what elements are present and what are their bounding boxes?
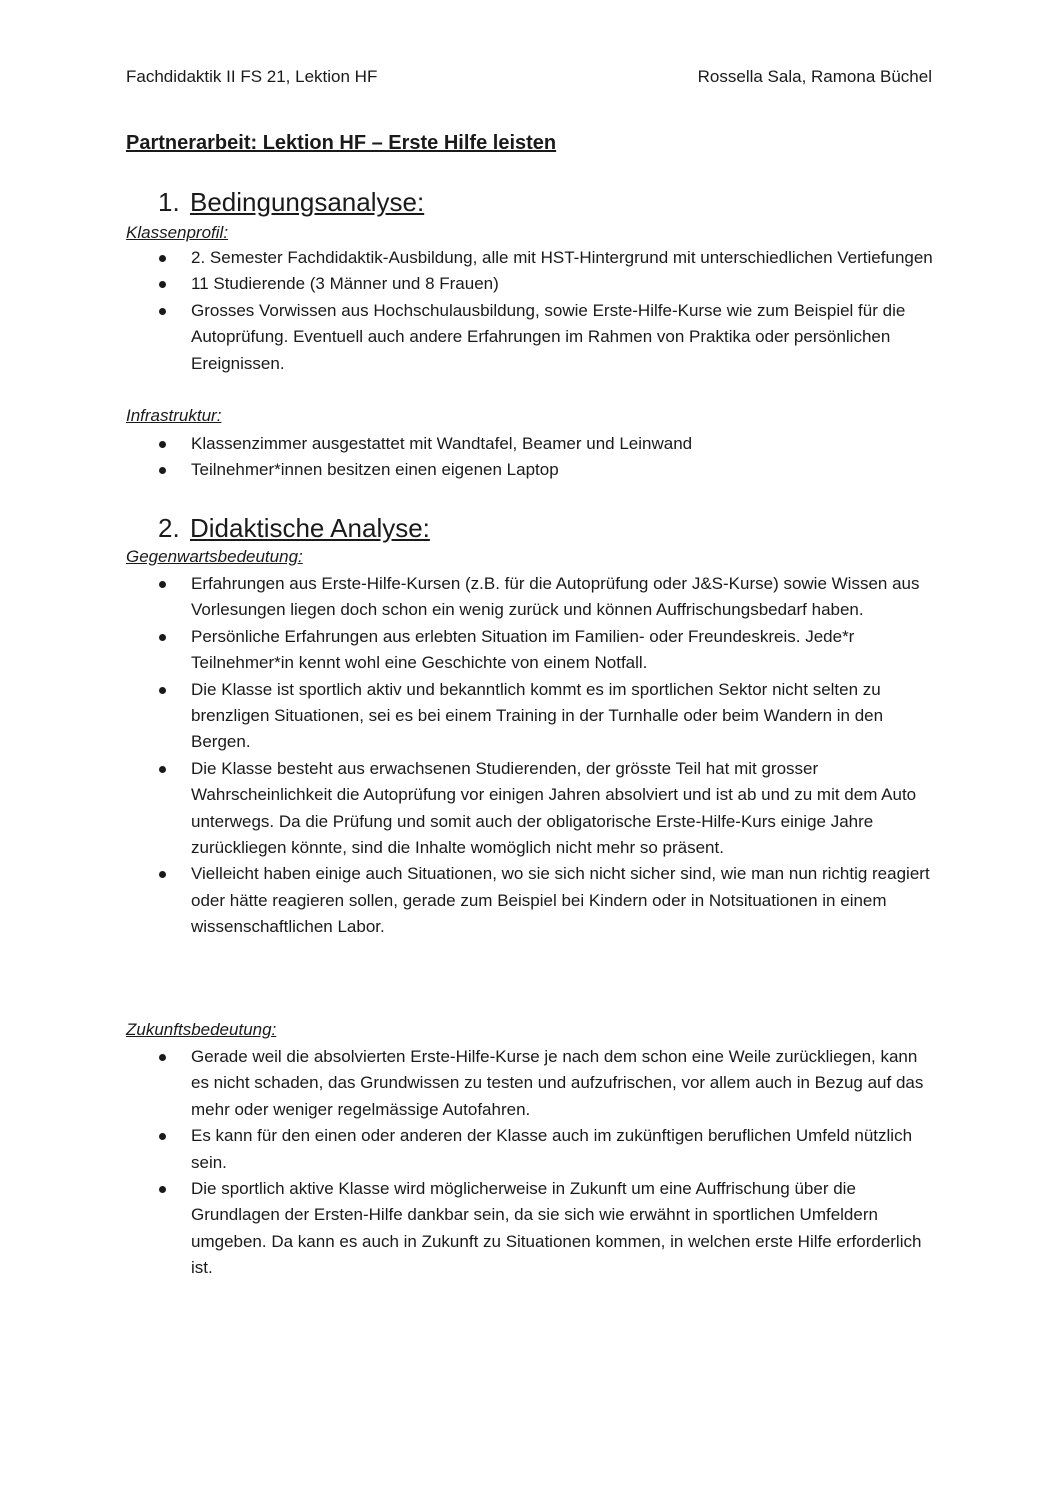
section-number: 2. — [158, 513, 180, 543]
header-course: Fachdidaktik II FS 21, Lektion HF — [126, 67, 378, 86]
list-item: Erfahrungen aus Erste-Hilfe-Kursen (z.B. für die Autoprüfung oder J&S-Kurse) sowie Wissen aus Vorlesungen liegen doch schon ein wenig zurück und können Auffrischungsbedarf haben. — [158, 571, 934, 624]
list-item: 2. Semester Fachdidaktik-Ausbildung, alle mit HST-Hintergrund mit unterschiedlichen Vertiefungen — [158, 245, 934, 271]
list-klassenprofil — [158, 245, 934, 377]
list-item: Grosses Vorwissen aus Hochschulausbildung, sowie Erste-Hilfe-Kurse wie zum Beispiel für die Autoprüfung. Eventuell auch andere Erfahrungen im Rahmen von Praktika oder persönlichen Ereignissen. — [158, 298, 934, 377]
section-heading-didaktische-analyse — [158, 512, 430, 544]
list-item: Klassenzimmer ausgestattet mit Wandtafel, Beamer und Leinwand — [158, 431, 934, 457]
list-item: Teilnehmer*innen besitzen einen eigenen Laptop — [158, 457, 934, 483]
header-authors: Rossella Sala, Ramona Büchel — [697, 67, 932, 86]
section-number: 1. — [158, 187, 180, 217]
subheading-gegenwartsbedeutung: Gegenwartsbedeutung: — [126, 547, 303, 566]
section-title: Didaktische Analyse: — [190, 513, 430, 543]
list-item: Die sportlich aktive Klasse wird möglicherweise in Zukunft um eine Auffrischung über die Grundlagen der Ersten-Hilfe dankbar sein, da sie sich wie erwähnt in sportlichen Umfeldern umgeben. Da kann es auch in Zukunft zu Situationen kommen, in welchen erste Hilfe erforderlich ist. — [158, 1176, 934, 1282]
page-header — [126, 66, 932, 88]
list-zukunftsbedeutung — [158, 1044, 934, 1282]
list-item: 11 Studierende (3 Männer und 8 Frauen) — [158, 271, 934, 297]
list-item: Vielleicht haben einige auch Situationen, wo sie sich nicht sicher sind, wie man nun richtig reagiert oder hätte reagieren sollen, gerade zum Beispiel bei Kindern oder in Notsituationen in einem wissenschaftlichen Labor. — [158, 861, 934, 940]
list-infrastruktur — [158, 431, 934, 484]
subheading-klassenprofil: Klassenprofil: — [126, 223, 229, 242]
list-item: Persönliche Erfahrungen aus erlebten Situation im Familien- oder Freundeskreis. Jede*r Teilnehmer*in kennt wohl eine Geschichte von einem Notfall. — [158, 624, 934, 677]
section-heading-bedingungsanalyse — [158, 186, 424, 218]
list-item: Gerade weil die absolvierten Erste-Hilfe-Kurse je nach dem schon eine Weile zurückliegen, kann es nicht schaden, das Grundwissen zu testen und aufzufrischen, vor allem auch in Bezug auf das mehr oder weniger regelmässige Autofahren. — [158, 1044, 934, 1123]
section-title: Bedingungsanalyse: — [190, 187, 425, 217]
document-title: Partnerarbeit: Lektion HF – Erste Hilfe leisten — [126, 132, 557, 154]
list-item: Es kann für den einen oder anderen der Klasse auch im zukünftigen beruflichen Umfeld nützlich sein. — [158, 1123, 934, 1176]
subheading-infrastruktur: Infrastruktur: — [126, 406, 222, 425]
list-item: Die Klasse besteht aus erwachsenen Studierenden, der grösste Teil hat mit grosser Wahrscheinlichkeit die Autoprüfung vor einigen Jahren absolviert und ist ab und zu mit dem Auto unterwegs. Da die Prüfung und somit auch der obligatorische Erste-Hilfe-Kurs einige Jahre zurückliegen könnte, sind die Inhalte womöglich nicht mehr so präsent. — [158, 756, 934, 862]
list-item: Die Klasse ist sportlich aktiv und bekanntlich kommt es im sportlichen Sektor nicht selten zu brenzligen Situationen, sei es bei einem Training in der Turnhalle oder beim Wandern in den Bergen. — [158, 677, 934, 756]
list-gegenwartsbedeutung — [158, 571, 934, 941]
subheading-zukunftsbedeutung: Zukunftsbedeutung: — [126, 1020, 277, 1039]
